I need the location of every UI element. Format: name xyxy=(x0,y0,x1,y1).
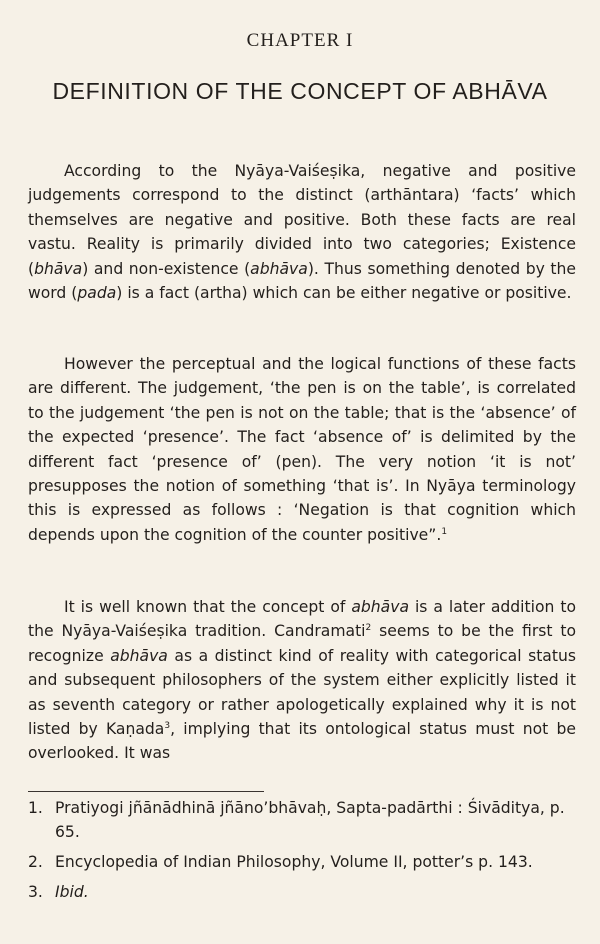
italic-term: pada xyxy=(77,284,117,303)
italic-term: abhāva xyxy=(250,259,308,278)
text-run: However the perceptual and the logical functions of these facts are different. The judgement, ‘the pen is on the table’, is correlated to the judgement ‘the pen is not on the table; that is the ‘absence’ of the expected ‘presence’. The fact ‘absence of’ is delimited by the different fact ‘presence of’ (pen). The very notion ‘it is not’ presupposes the notion of something ‘that is’. In Nyāya terminology this is expressed as follows : ‘Negation is that cognition which depends upon the cognition of the counter positive”. xyxy=(28,355,576,544)
footnote-item xyxy=(28,850,576,874)
text-run: Pratiyogi jñānādhinā jñāno’bhāvaḥ, Sapta-padārthi : Śivāditya, p. 65. xyxy=(55,799,565,841)
footnote-ref: 1 xyxy=(441,526,448,537)
body-paragraph xyxy=(28,352,576,547)
footnote-text xyxy=(55,796,576,844)
footnote-number: 1. xyxy=(28,799,43,817)
footnote-ref: 2 xyxy=(365,623,372,634)
text-run: as a distinct kind of reality with categorical status and subsequent philosophers of the system either explicitly listed it as seventh category or rather apologetically explained why it is not listed by Kaṇada xyxy=(28,646,576,739)
footnote-divider xyxy=(28,791,264,792)
italic-term: bhāva xyxy=(34,259,83,278)
text-run: ) is a fact (artha) which can be either negative or positive. xyxy=(116,284,572,303)
footnote-number: 2. xyxy=(28,853,43,871)
text-run: ). Thus something denoted by the word ( xyxy=(28,259,576,303)
italic-term: abhāva xyxy=(351,598,410,616)
chapter-label: CHAPTER I xyxy=(246,30,354,51)
chapter-title: DEFINITION OF THE CONCEPT OF ABHĀVA xyxy=(52,78,548,104)
text-run: , implying that its ontological status must not be overlooked. It was xyxy=(28,720,576,763)
footnote-item xyxy=(28,796,576,844)
text-run: is a later addition to the Nyāya-Vaiśeṣika tradition. Candramati xyxy=(28,598,576,641)
footnote-item xyxy=(28,880,576,904)
text-run: According to the Nyāya-Vaiśeṣika, negative and positive judgements correspond to the distinct (arthāntara) ‘facts’ which themselves are negative and positive. Both these facts are real vastu. Reality is primarily divided into two categories; Existence ( xyxy=(28,162,576,278)
text-run: ) and non-existence ( xyxy=(82,259,251,278)
footnote-text xyxy=(55,880,576,904)
footnote-ref: 3 xyxy=(164,720,171,731)
body-paragraph xyxy=(28,159,576,305)
text-run: seems to be the first to recognize xyxy=(28,622,577,665)
body-paragraph xyxy=(28,595,576,766)
footnote-text xyxy=(55,850,576,874)
italic-term: abhāva xyxy=(110,646,168,665)
footnotes-list xyxy=(28,796,576,910)
text-run: It is well known that the concept of xyxy=(64,598,352,616)
italic-term: Ibid. xyxy=(55,883,89,901)
text-run: Encyclopedia of Indian Philosophy, Volume II, potter’s p. 143. xyxy=(55,853,533,871)
footnote-number: 3. xyxy=(28,883,43,901)
